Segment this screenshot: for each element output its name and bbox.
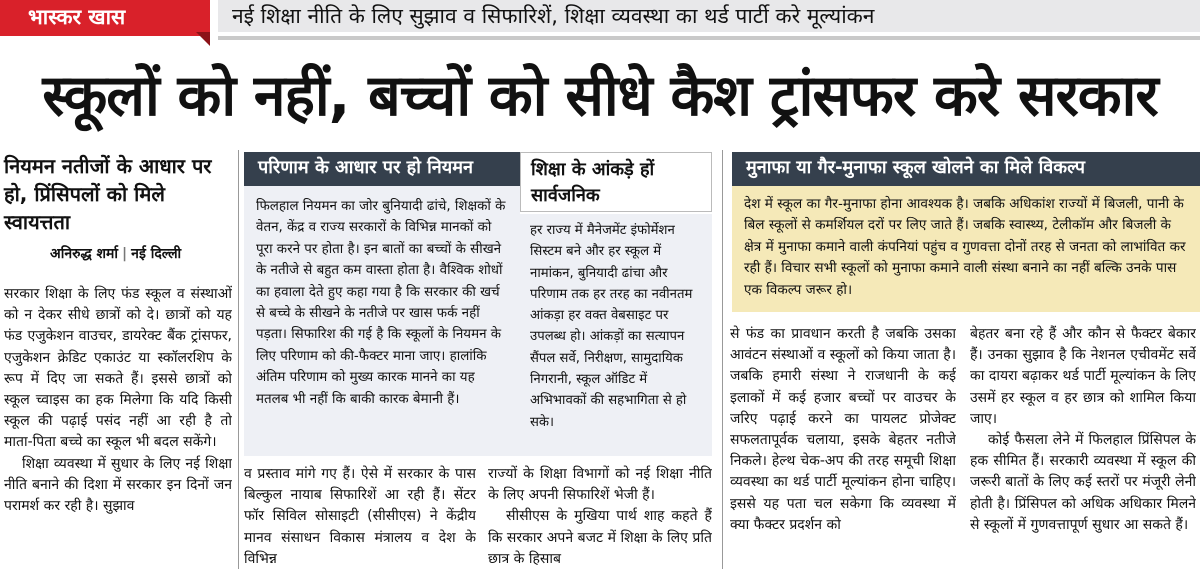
top-rule (218, 36, 1200, 40)
box-title-profit-option: मुनाफा या गैर-मुनाफा स्कूल खोलने का मिले विकल्प (732, 152, 1200, 186)
paragraph: सरकार शिक्षा के लिए फंड स्कूल व संस्थाओं को न देकर सीधे छात्रों को दे। छात्रों को यह फंड एजुकेशन वाउचर, डायरेक्ट बैंक ट्रांसफर, एजुकेशन क्रेडिट एकाउंट या स्कॉलरशिप के रूप में दिए जा सकते हैं। इससे छात्रों को स्कूल च्वाइस का हक मिलेगा कि यदि किसी स्कूल की पढ़ाई पसंद नहीं आ रही है तो माता-पिता बच्चे का स्कूल भी बदल सकेंगे। (4, 286, 232, 451)
headline: स्कूलों को नहीं, बच्चों को सीधे कैश ट्रांसफर करे सरकार (42, 63, 1158, 129)
section-kicker: भास्कर खास (0, 0, 210, 36)
lede-subheading: नियमन नतीजों के आधार पर हो, प्रिंसिपलों को मिले स्वायत्तता (4, 154, 212, 234)
paragraph: शिक्षा व्यवस्था में सुधार के लिए नई शिक्षा नीति बनाने की दिशा में सरकार इन दिनों जन परामर्श कर रही है। सुझाव (4, 455, 232, 515)
column-divider (722, 150, 723, 569)
kicker-fold (196, 32, 210, 46)
byline (50, 244, 236, 263)
box-title-data-public: शिक्षा के आंकड़े हों सार्वजनिक (520, 152, 712, 212)
box-body-data-public: हर राज्य में मैनेजमेंट इंफोर्मेशन सिस्टम बने और हर स्कूल में नामांकन, बुनियादी ढांचा और परिणाम तक हर तरह का नवीनतम आंकड़ा हर वक्त वेबसाइट पर उपलब्ध हो। आंकड़ों का सत्यापन सैंपल सर्वे, निरीक्षण, सामुदायिक निगरानी, स्कूल ऑडिट में अभिभावकों की सहभागिता से हो सके। (520, 214, 712, 456)
column-divider (238, 150, 239, 569)
paragraph: से फंड का प्रावधान करती है जबकि उसका आवंटन संस्थाओं व स्कूलों को किया जाता है। जबकि हमारी संस्था ने राजधानी के कई इलाकों में कई हजार बच्चों पर वाउचर के जरिए पढ़ाई करने का पायलट प्रोजेक्ट सफलतापूर्वक चलाया, इसके बेहतर नतीजे निकले। हेल्थ चेक-अप की तरह समूची शिक्षा व्यवस्था का थर्ड पार्टी मूल्यांकन होना चाहिए। इससे यह पता चल सकेगा कि व्यवस्था में क्या फैक्टर प्रदर्शन को (730, 326, 956, 533)
paragraph: व प्रस्ताव मांगे गए हैं। ऐसे में सरकार के पास बिल्कुल नायाब सिफारिशें आ रही हैं। सेंटर फॉर सिविल सोसाइटी (सीसीएस) ने केंद्रीय मानव संसाधन विकास मंत्रालय व देश के विभिन्न (244, 466, 476, 567)
article-column-3 (488, 464, 712, 569)
paragraph: कोई फैसला लेने में फिलहाल प्रिंसिपल के हक सीमित हैं। सरकारी व्यवस्था में स्कूल की जरूरी बातों के लिए कई स्तरों पर मंजूरी लेनी होती है। प्रिंसिपल को अधिक अधिकार मिलने से स्कूलों में गुणवत्तापूर्ण सुधार आ सकते हैं। (970, 432, 1196, 533)
article-column-4 (730, 324, 956, 569)
article-column-5 (970, 324, 1196, 569)
byline-author: अनिरुद्ध शर्मा (50, 246, 119, 262)
paragraph: बेहतर बना रहे हैं और कौन से फैक्टर बेकार हैं। उनका सुझाव है कि नेशनल एचीवमेंट सर्वे का दायरा बढ़ाकर थर्ड पार्टी मूल्यांकन के लिए उसमें हर स्कूल व हर छात्र को शामिल किया जाए। (970, 326, 1196, 427)
box-body-profit-option: देश में स्कूल का गैर-मुनाफा होना आवश्यक है। जबकि अधिकांश राज्यों में बिजली, पानी के बिल स्कूलों से कमर्शियल दरों पर लिए जाते हैं। जबकि स्वास्थ्य, टेलीकॉम और बिजली के क्षेत्र में मुनाफा कमाने वाली कंपनियां पहुंच व गुणवत्ता दोनों तरह से जनता को लाभांवित कर रही हैं। विचार सभी स्कूलों को मुनाफा कमाने वाली संस्था बनाने का नहीं बल्कि उनके पास एक विकल्प जरूर हो। (732, 186, 1200, 312)
article-column-1 (4, 284, 232, 569)
article-column-2 (244, 464, 476, 569)
byline-place: नई दिल्ली (131, 246, 182, 262)
byline-separator: | (122, 246, 128, 262)
paragraph: सीसीएस के मुखिया पार्थ शाह कहते हैं कि सरकार अपने बजट में शिक्षा के लिए प्रति छात्र के हिसाब (488, 508, 712, 567)
paragraph: राज्यों के शिक्षा विभागों को नई शिक्षा नीति के लिए अपनी सिफारिशें भेजी हैं। (488, 466, 712, 504)
strapline: नई शिक्षा नीति के लिए सुझाव व सिफारिशें, शिक्षा व्यवस्था का थर्ड पार्टी करे मूल्यांकन (218, 0, 1200, 32)
box-body-regulation: फिलहाल नियमन का जोर बुनियादी ढांचे, शिक्षकों के वेतन, केंद्र व राज्य सरकारों के विभिन्न मानकों को पूरा करने पर होता है। इन बातों का बच्चों के सीखने के नतीजे से बहुत कम वास्ता होता है। वैश्विक शोधों का हवाला देते हुए कहा गया है कि सरकार की खर्च से बच्चे के सीखने के नतीजे पर खास फर्क नहीं पड़ता। सिफारिश की गई है कि स्कूलों के नियमन के लिए परिणाम को की-फैक्टर माना जाए। हालांकि अंतिम परिणाम को मुख्य कारक मानने का यह मतलब भी नहीं कि बाकी कारक बेमानी हैं। (244, 186, 520, 456)
box-title-regulation: परिणाम के आधार पर हो नियमन (244, 152, 520, 186)
